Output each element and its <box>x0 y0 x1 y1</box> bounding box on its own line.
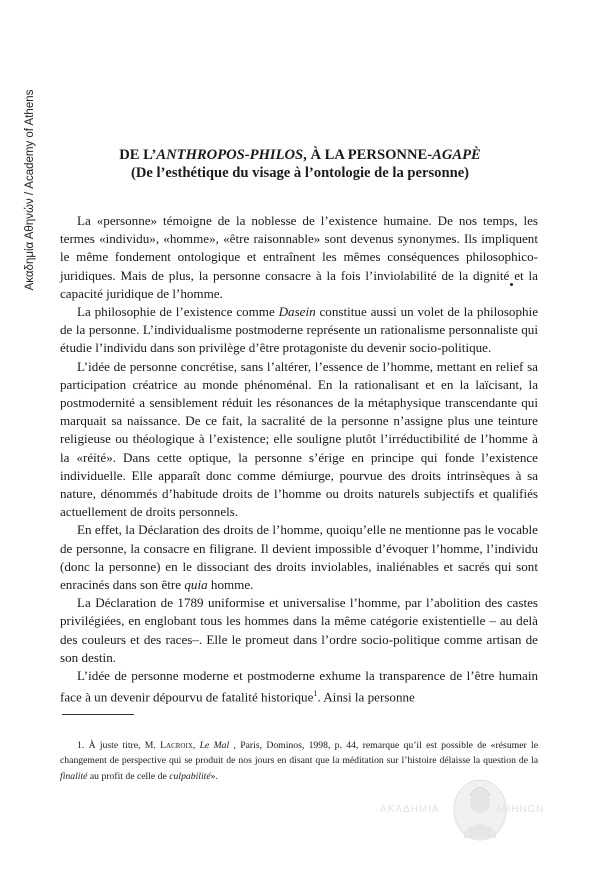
page-subtitle: (De l’esthétique du visage à l’ontologie de la personne) <box>130 165 470 181</box>
watermark-text-right: ΑΘΗΝΩΝ <box>495 804 545 815</box>
paragraph: En effet, la Déclaration des droits de l’homme, quoiqu’elle ne mentionne pas le vocable de personne, la consacre en filigrane. Il devient impossible d’évoquer l’homme, l’individu (donc la personne) en le dissociant des droits inviolables, inaliénables et sacrés qui sont enracinés dans son être quia homme. <box>60 522 538 593</box>
footnote-rule <box>62 714 134 715</box>
watermark-text-left: ΑΚΑΔΗΜΙΑ <box>380 804 440 815</box>
footnote: 1. À juste titre, M. Lacroix, Le Mal , Paris, Dominos, 1998, p. 44, remarque qu’il est possible de «résumer le changement de perspective qui se produit de nos jours en disant que la méditation sur l’histoire délaisse la question de la finalité au profit de celle de culpabilité». <box>60 740 539 782</box>
body-text <box>60 212 538 707</box>
paragraph: La «personne» témoigne de la noblesse de l’existence humaine. De nos temps, les termes «individu», «homme», «être raisonnable» sont devenus synonymes. Ils impliquent le même fondement ontologique et entraînent les mêmes conséquences philosophico-juridiques. Mais de plus, la personne consacre à la fois l’inviolabilité de la dignité et la capacité juridique de l’homme. <box>60 213 538 301</box>
paragraph: La philosophie de l’existence comme Dasein constitue aussi un volet de la philosophie de la personne. L’individualisme postmoderne représente un rationalisme personnaliste qui étudie l’individu dans son privilège d’être protagoniste du devenir socio-politique. <box>60 304 539 356</box>
side-label: Ακαδημία Αθηνών / Academy of Athens <box>24 89 36 291</box>
page-title: DE L’ANTHROPOS-PHILOS, À LA PERSONNE-AGAPÈ <box>119 147 481 163</box>
margin-dot <box>510 283 513 286</box>
paragraph: La Déclaration de 1789 uniformise et universalise l’homme, par l’abolition des castes privilégiées, en englobant tous les hommes dans la même catégorie existentielle – au delà des couleurs et des races–. Elle le promeut dans l’ordre socio-politique comme artisan de son destin. <box>60 595 538 665</box>
paragraph: L’idée de personne concrétise, sans l’altérer, l’essence de l’homme, mettant en relief sa participation créatrice au monde phénoménal. En la rationalisant et en la laïcisant, la postmodernité a sensiblement réduit les résonances de la métaphysique transcendante qui marquait sa naissance. De ce fait, la sacralité de la personne n’assigne plus une teinture religieuse ou théologique à l’existence; elle souligne plutôt l’irréductibilité de l’homme à la «réité». Dans cette optique, la personne s’érige en principe qui fonde l’existence individuelle. Elle apparaît donc comme démiurge, pourvue des droits intrinsèques à sa nature, dénommés d’habitude droits de l’homme ou droits naturels subjectifs et qualifiés actuellement de droits personnels. <box>60 358 538 520</box>
paragraph: L’idée de personne moderne et postmoderne exhume la transparence de l’être humain face à un devenir dépourvu de fatalité historique$^1$. Ainsi la personne <box>60 668 538 705</box>
footnote-ref[interactable]: 1 <box>313 689 318 699</box>
